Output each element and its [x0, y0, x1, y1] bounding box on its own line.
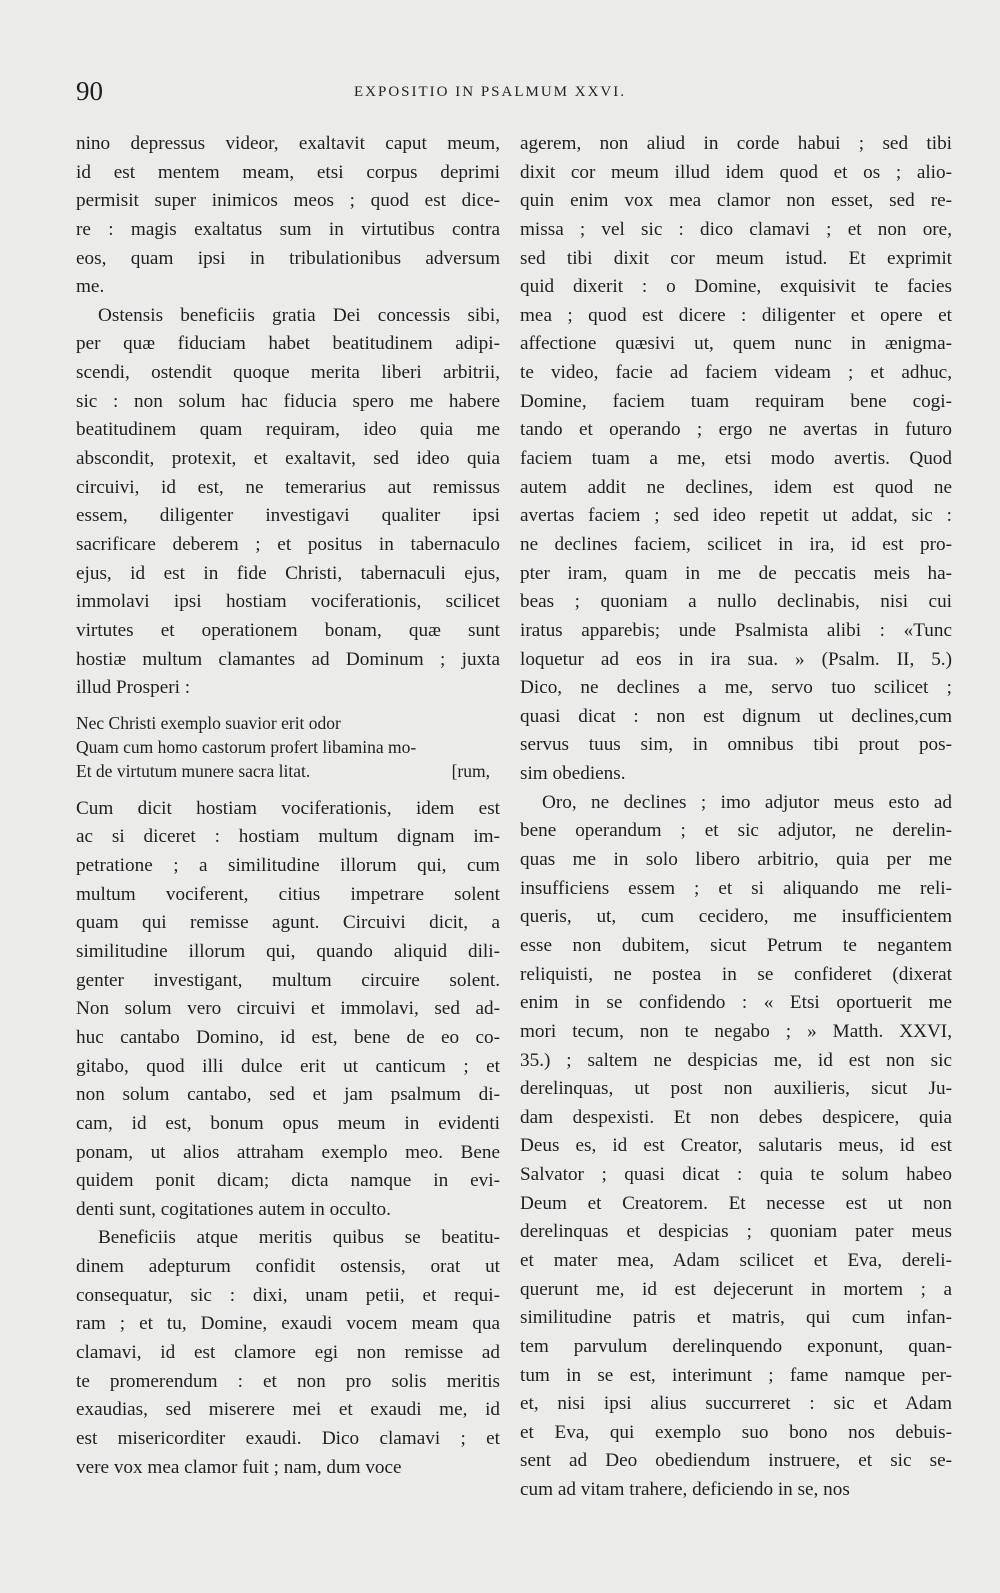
text-line: avertas faciem ; sed ideo repetit ut addat, sic : [520, 505, 952, 527]
text-line: agerem, non aliud in corde habui ; sed tibi [520, 133, 952, 154]
text-line: Cum dicit hostiam vociferationis, idem est [76, 797, 500, 819]
text-line: beatitudinem quam requiram, ideo quia me [76, 419, 500, 441]
text-line: dam despexisti. Et non debes despicere, quia [520, 1106, 952, 1128]
text-line: permisit super inimicos meos ; quod est dice- [76, 190, 500, 212]
text-line: quam qui remisse agunt. Circuivi dicit, a [76, 912, 500, 934]
text-line: consequatur, sic : dixi, unam petii, et requi- [76, 1284, 500, 1306]
text-line: dinem adepturum confidit ostensis, orat ut [76, 1256, 500, 1278]
text-line: cum ad vitam trahere, deficiendo in se, nos [520, 1479, 850, 1501]
verse-line: Nec Christi exemplo suavior erit odor [76, 712, 341, 733]
left-column [76, 130, 500, 1482]
verse-turnover: [rum, [451, 760, 490, 781]
text-line: loquetur ad eos in ira sua. » (Psalm. II, 5.) [520, 648, 952, 670]
text-line: derelinquas, ut post non auxilieris, sicut Ju- [520, 1078, 952, 1100]
text-line: sent ad Deo obediendum instruere, et sic se- [520, 1450, 952, 1472]
running-title: EXPOSITIO IN PSALMUM XXVI. [354, 84, 627, 100]
text-line: missa ; vel sic : dico clamavi ; et non ore, [520, 218, 952, 240]
text-line: insufficiens essem ; et si aliquando me reli- [520, 877, 952, 899]
text-line: hostiæ multum clamantes ad Dominum ; juxta [76, 648, 500, 670]
text-line: tando et operando ; ergo ne avertas in futuro [520, 419, 952, 441]
page-header [76, 76, 852, 110]
text-line: et mater mea, Adam scilicet et Eva, dereli- [520, 1249, 952, 1271]
text-line: illud Prosperi : [76, 677, 191, 699]
verse-quotation [76, 711, 500, 783]
text-line: 35.) ; saltem ne despicias me, id est non sic [520, 1049, 952, 1071]
text-line: non solum cantabo, sed et jam psalmum di- [76, 1084, 500, 1106]
text-line: Salvator ; quasi dicat : quia te solum habeo [520, 1164, 952, 1186]
text-line: et, nisi ipsi alius succurreret : sic et Adam [520, 1393, 952, 1415]
text-line: re : magis exaltatus sum in virtutibus contra [76, 218, 500, 240]
text-line: bene operandum ; et sic adjutor, ne derelin- [520, 820, 952, 842]
text-line: Non solum vero circuivi et immolavi, sed ad- [76, 998, 500, 1020]
text-line: quidem ponit dicam; dicta namque in evi- [76, 1170, 500, 1192]
text-line: te promerendum : et non pro solis meritis [76, 1370, 500, 1392]
text-line: queris, ut, cum cecidero, me insufficientem [520, 906, 952, 928]
text-line: exaudias, sed miserere mei et exaudi me, id [76, 1399, 500, 1421]
text-line: immolavi ipsi hostiam vociferationis, scilicet [76, 591, 500, 613]
text-line: sacrificare deberem ; et positus in tabernaculo [76, 533, 500, 555]
text-line: genter investigant, multum circuire solent. [76, 969, 500, 991]
verse-line: Et de virtutum munere sacra litat. [76, 760, 311, 781]
text-line: sic : non solum hac fiducia spero me habere [76, 390, 500, 412]
right-column [520, 130, 952, 1505]
text-line: multum vociferent, citius impetrare solent [76, 883, 500, 905]
text-line: Oro, ne declines ; imo adjutor meus esto ad [542, 791, 952, 813]
text-line: beas ; quoniam a nullo declinabis, nisi cui [520, 591, 952, 613]
verse-line: Quam cum homo castorum profert libamina mo- [76, 736, 417, 757]
text-line: Deus es, id est Creator, salutaris meus, id est [520, 1135, 952, 1157]
text-line: quid dixerit : o Domine, exquisivit te facies [520, 276, 952, 298]
text-line: faciem tuam a me, etsi modo avertis. Quod [520, 448, 952, 470]
text-line: reliquisti, ne postea in se confideret (dixerat [520, 963, 952, 985]
text-line: scendi, ostendit quoque merita liberi arbitrii, [76, 362, 500, 384]
text-line: Dico, ne declines a me, servo tuo scilicet ; [520, 677, 952, 699]
text-line: pter iram, quam in me de peccatis meis ha- [520, 562, 952, 584]
text-line: affectione quæsivi ut, quem nunc in ænigma- [520, 333, 952, 355]
text-line: clamavi, id est clamore egi non remisse ad [76, 1341, 500, 1363]
text-line: petratione ; a similitudine illorum qui, cum [76, 855, 500, 877]
text-line: nino depressus videor, exaltavit caput meum, [76, 133, 500, 154]
text-line: sed tibi dixit cor meum istud. Et exprimit [520, 247, 952, 269]
text-line: quas me in solo libero arbitrio, quia per me [520, 849, 952, 871]
text-line: ne declines faciem, scilicet in ira, id est pro- [520, 533, 952, 555]
text-line: querunt me, id est dejecerunt in mortem ; a [520, 1278, 952, 1300]
text-line: iratus apparebis; unde Psalmista alibi : «Tunc [520, 619, 952, 641]
text-line: per quæ fiduciam habet beatitudinem adipi- [76, 333, 500, 355]
text-line: tem parvulum derelinquendo exponunt, quan- [520, 1335, 952, 1357]
text-line: virtutes et operationem bonam, quæ sunt [76, 619, 500, 641]
page-number: 90 [76, 76, 103, 106]
text-line: ponam, ut alios attraham exemplo meo. Bene [76, 1141, 500, 1163]
text-line: Domine, faciem tuam requiram bene cogi- [520, 390, 952, 412]
text-line: gitabo, quod illi dulce erit ut canticum ; et [76, 1055, 500, 1077]
text-line: huc cantabo Domino, id est, bene de eo co- [76, 1026, 500, 1048]
text-line: tum in se est, interimunt ; fame namque per- [520, 1364, 952, 1386]
text-line: essem, diligenter investigavi qualiter ipsi [76, 505, 500, 527]
text-line: vere vox mea clamor fuit ; nam, dum voce [76, 1456, 402, 1478]
text-line: sim obediens. [520, 763, 626, 785]
text-line: eos, quam ipsi in tribulationibus adversum [76, 247, 500, 269]
text-line: similitudine illorum qui, quando aliquid dili- [76, 941, 500, 963]
text-line: derelinquas et despicias ; quoniam pater meus [520, 1221, 952, 1243]
text-line: abscondit, protexit, et exaltavit, sed ideo quia [76, 448, 500, 470]
text-line: esse non dubitem, sicut Petrum te negantem [520, 934, 952, 956]
text-line: dixit cor meum illud idem quod et os ; alio- [520, 161, 952, 183]
text-line: enim in se confidendo : « Etsi oportuerit me [520, 992, 952, 1014]
text-line: quin enim vox mea clamor non esset, sed re- [520, 190, 952, 212]
text-line: mori tecum, non te negabo ; » Matth. XXVI, [520, 1020, 952, 1042]
text-line: ram ; et tu, Domine, exaudi vocem meam qua [76, 1313, 500, 1335]
text-line: circuivi, id est, ne temerarius aut remissus [76, 476, 500, 498]
text-line: ejus, id est in fide Christi, tabernaculi ejus, [76, 562, 500, 584]
text-line: autem addit ne declines, idem est quod ne [520, 476, 952, 498]
text-line: est misericorditer exaudi. Dico clamavi ; et [76, 1427, 500, 1449]
left-column-text-top [76, 130, 500, 703]
text-line: servus tuus sim, in omnibus tibi prout pos- [520, 734, 952, 756]
text-line: quasi dicat : non est dignum ut declines,cum [520, 705, 952, 727]
text-line: denti sunt, cogitationes autem in occulto. [76, 1198, 391, 1220]
text-line: Beneficiis atque meritis quibus se beatitu- [98, 1227, 500, 1249]
text-line: similitudine patris et matris, qui cum infan- [520, 1307, 952, 1329]
text-line: ac si diceret : hostiam multum dignam im- [76, 826, 500, 848]
text-line: cam, id est, bonum opus meum in evidenti [76, 1112, 500, 1134]
text-line: me. [76, 276, 105, 298]
text-line: id est mentem meam, etsi corpus deprimi [76, 161, 500, 183]
text-line: te video, facie ad faciem videam ; et adhuc, [520, 362, 952, 384]
text-line: mea ; quod est dicere : diligenter et opere et [520, 304, 952, 326]
left-column-text-bottom [76, 795, 500, 1482]
text-line: et Eva, qui exemplo suo bono nos debuis- [520, 1421, 952, 1443]
text-line: Ostensis beneficiis gratia Dei concessis sibi, [98, 304, 500, 326]
right-column-text [520, 130, 952, 1505]
text-line: Deum et Creatorem. Et necesse est ut non [520, 1192, 952, 1214]
